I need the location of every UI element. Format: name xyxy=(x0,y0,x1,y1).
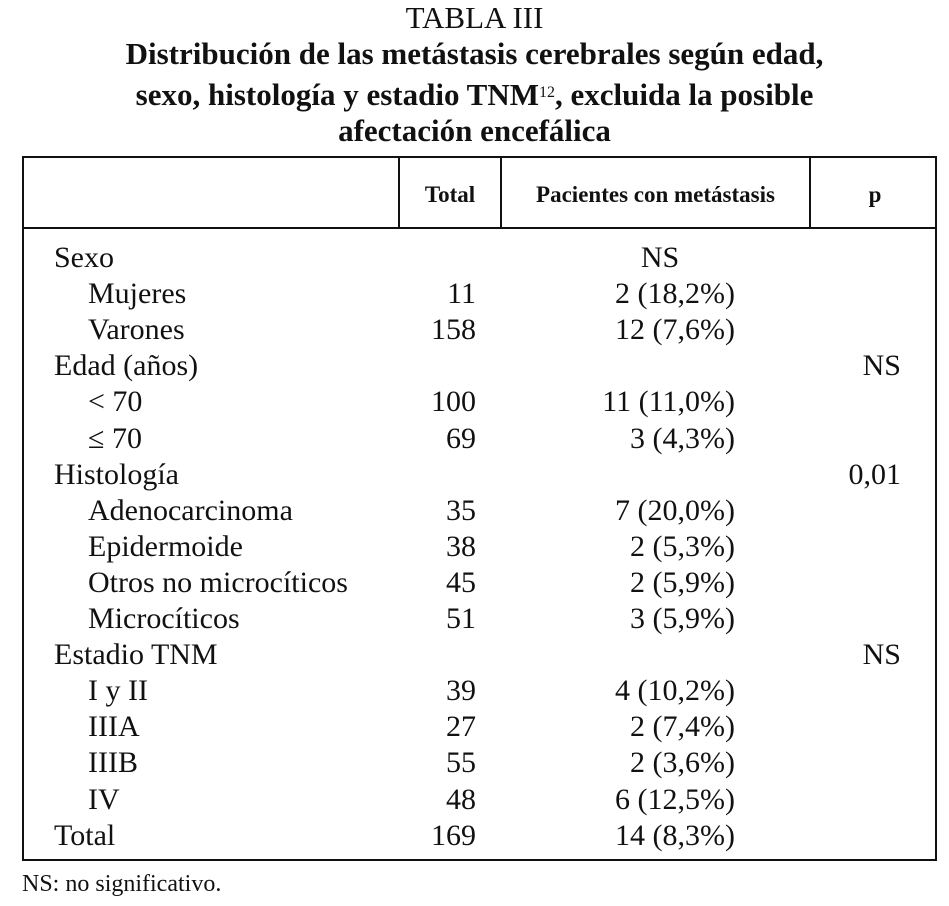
row-label: Sexo xyxy=(54,241,114,274)
row-label: Estadio TNM xyxy=(54,638,218,672)
patients-cell: 2 (3,6%) xyxy=(630,746,735,780)
table-row xyxy=(0,565,949,601)
table-title-line-3: afectación encefálica xyxy=(338,113,611,148)
table-row xyxy=(0,745,949,781)
table-row xyxy=(0,709,949,745)
table-label: TABLA III xyxy=(405,0,544,35)
row-label: IIIB xyxy=(88,746,138,780)
patients-cell: 2 (7,4%) xyxy=(630,710,735,744)
row-label: Varones xyxy=(88,313,185,347)
table-row xyxy=(0,529,949,565)
total-cell: 38 xyxy=(446,529,476,563)
table-title-line-2-tail: , excluida la posible xyxy=(554,77,814,112)
total-cell: 169 xyxy=(431,818,476,852)
row-label: Mujeres xyxy=(88,277,187,311)
row-label: Microcíticos xyxy=(88,602,240,635)
table-row xyxy=(0,276,949,312)
patients-cell: 2 (5,9%) xyxy=(630,565,735,599)
footnote: NS: no significativo. xyxy=(22,871,222,897)
column-header-patients: Pacientes con metástasis xyxy=(536,182,775,207)
table-row xyxy=(0,637,949,673)
row-label: Adenocarcinoma xyxy=(88,493,293,527)
patients-cell: 11 (11,0%) xyxy=(602,385,735,419)
patients-cell: 4 (10,2%) xyxy=(615,674,735,708)
row-label: I y II xyxy=(88,674,148,708)
total-cell: 100 xyxy=(431,385,476,419)
table-row xyxy=(0,457,949,493)
p-value-cell: NS xyxy=(862,349,901,383)
total-cell: 69 xyxy=(446,421,476,455)
patients-cell: 7 (20,0%) xyxy=(615,493,735,527)
header-separator xyxy=(24,227,935,229)
total-cell: 51 xyxy=(446,602,476,635)
table-row xyxy=(0,673,949,709)
row-label: ≤ 70 xyxy=(88,421,142,455)
table-title-line-2 xyxy=(0,77,949,113)
row-label: Edad (años) xyxy=(54,349,199,383)
table-title-line-2-text: sexo, histología y estadio TNM xyxy=(135,77,539,112)
table-row xyxy=(0,818,949,854)
patients-cell: 6 (12,5%) xyxy=(615,782,735,816)
total-cell: 27 xyxy=(446,710,476,744)
row-label: IIIA xyxy=(88,710,140,744)
total-cell: 45 xyxy=(446,565,476,599)
table-row xyxy=(0,782,949,818)
patients-cell: 2 (5,3%) xyxy=(630,529,735,563)
total-cell: 11 xyxy=(447,277,476,311)
patients-cell: 14 (8,3%) xyxy=(615,818,735,852)
total-cell: 48 xyxy=(446,782,476,816)
column-header-total: Total xyxy=(424,182,476,207)
table-row xyxy=(0,384,949,420)
row-label: Total xyxy=(54,818,116,852)
row-label: < 70 xyxy=(88,385,143,419)
total-cell: 39 xyxy=(446,674,476,708)
table-row xyxy=(0,240,949,276)
patients-cell: 3 (5,9%) xyxy=(630,602,735,635)
table-row xyxy=(0,493,949,529)
row-label: Otros no microcíticos xyxy=(88,565,348,599)
reference-superscript: 12 xyxy=(538,84,555,101)
patients-cell: 3 (4,3%) xyxy=(630,421,735,455)
table-row xyxy=(0,601,949,637)
total-cell: 158 xyxy=(431,313,476,347)
p-value-cell: 0,01 xyxy=(848,457,901,491)
total-cell: 35 xyxy=(446,493,476,527)
p-value-cell: NS xyxy=(862,638,901,672)
total-cell: 55 xyxy=(446,746,476,780)
patients-cell: 12 (7,6%) xyxy=(615,313,735,347)
row-label: Histología xyxy=(54,457,179,491)
table-row xyxy=(0,421,949,457)
column-header-p: p xyxy=(868,182,882,207)
p-value-cell: NS xyxy=(640,241,680,274)
table-title-line-1: Distribución de las metástasis cerebrales según edad, xyxy=(125,36,824,71)
row-label: Epidermoide xyxy=(88,529,243,563)
table-row xyxy=(0,312,949,348)
patients-cell: 2 (18,2%) xyxy=(615,277,735,311)
table-row xyxy=(0,348,949,384)
row-label: IV xyxy=(88,782,120,816)
